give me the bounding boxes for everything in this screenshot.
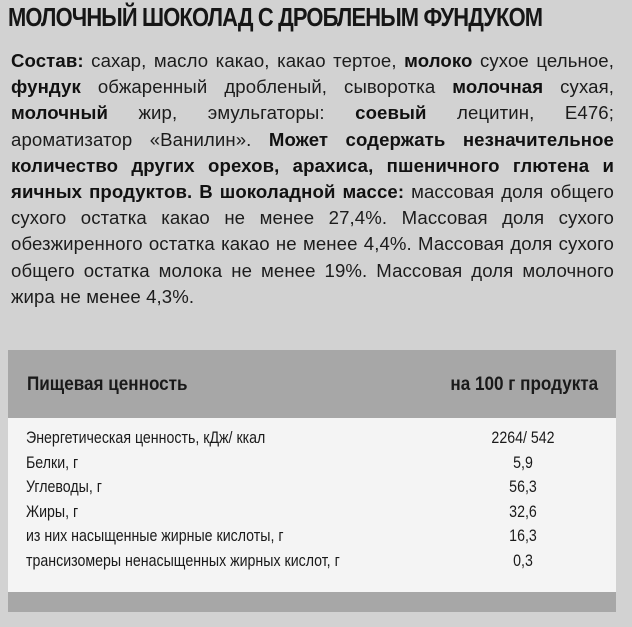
product-title: МОЛОЧНЫЙ ШОКОЛАД С ДРОБЛЕНЫМ ФУНДУКОМ <box>8 4 543 32</box>
composition-run: сахар, масло какао, какао тертое, <box>83 50 405 71</box>
nutrition-rows <box>26 426 598 574</box>
nutrition-header-per-100g: на 100 г продукта <box>450 374 598 395</box>
nutrient-value: 5,9 <box>513 453 533 472</box>
composition-bold-run: Может содержать незначительное количество других орехов, арахиса, пшеничного глютена и яичных продуктов. В шоколадной массе: <box>11 128 614 203</box>
table-row <box>26 524 598 549</box>
composition-run: жир, эмульгаторы: <box>108 102 356 124</box>
composition-bold-run: фундук <box>11 76 81 98</box>
table-row <box>26 475 598 500</box>
composition-run: массовая доля общего сухого остатка какао не менее 27,4%. Массовая доля сухого обезжиренного остатка какао не менее 4,4%. Массовая доля сухого общего остатка молока не менее 19%. Массовая доля молочного жира не менее 4,3%. <box>11 181 614 307</box>
nutrient-name: Жиры, г <box>26 502 79 521</box>
composition-run: обжаренный дробленый, сыворотка <box>80 76 453 98</box>
composition-bold-run: молоко <box>404 50 473 71</box>
composition-text <box>11 48 614 310</box>
nutrient-value: 56,3 <box>509 478 537 497</box>
composition-run: сухое цельное, <box>472 50 615 71</box>
nutrition-table <box>8 350 616 612</box>
composition-run: лецитин, Е476; ароматизатор «Ванилин». <box>11 102 614 150</box>
nutrient-name: трансизомеры ненасыщенных жирных кислот, г <box>26 551 340 570</box>
nutrient-value: 0,3 <box>513 551 533 570</box>
table-row <box>26 549 598 574</box>
nutrition-header-label: Пищевая ценность <box>27 374 188 395</box>
nutrition-table-footer <box>8 592 616 612</box>
nutrient-value: 16,3 <box>509 527 537 546</box>
composition-run: сухая, <box>543 76 615 98</box>
composition-bold-run: Состав: <box>11 50 84 71</box>
nutrition-table-header <box>8 350 616 418</box>
nutrient-value: 32,6 <box>509 502 537 521</box>
nutrient-name: Углеводы, г <box>26 478 102 497</box>
nutrient-name: Энергетическая ценность, кДж/ ккал <box>26 429 266 447</box>
table-row <box>26 500 598 525</box>
composition-bold-run: соевый <box>355 102 427 124</box>
table-row <box>26 426 598 451</box>
nutrient-name: Белки, г <box>26 453 79 472</box>
nutrient-value: 2264/ 542 <box>491 429 555 447</box>
composition-bold-run: молочный <box>11 102 109 124</box>
composition-bold-run: молочная <box>452 76 544 98</box>
nutrient-name: из них насыщенные жирные кислоты, г <box>26 527 284 546</box>
table-row <box>26 451 598 476</box>
